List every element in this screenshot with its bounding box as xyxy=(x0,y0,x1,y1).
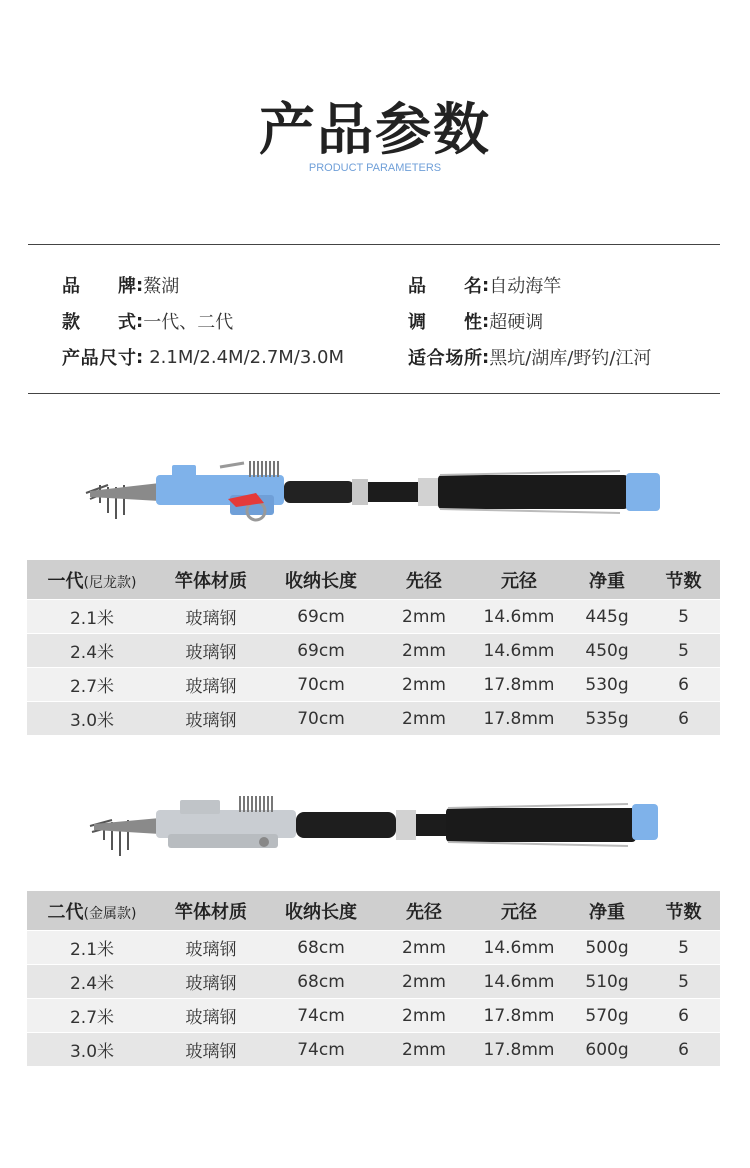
header-cell: 收纳长度 xyxy=(265,560,377,600)
spec-action: 调性 : 超硬调 xyxy=(408,308,543,334)
header-cell: 先径 xyxy=(377,891,471,931)
table-cell: 535g xyxy=(567,702,647,736)
header-cell: 节数 xyxy=(647,891,720,931)
table-cell: 2mm xyxy=(377,600,471,634)
table-cell: 玻璃钢 xyxy=(157,999,265,1033)
spec-table-gen1 xyxy=(27,560,720,735)
table-cell: 500g xyxy=(567,931,647,965)
table-cell: 玻璃钢 xyxy=(157,965,265,999)
header-cell: 元径 xyxy=(471,891,567,931)
table-cell: 玻璃钢 xyxy=(157,1033,265,1067)
header-cell: 先径 xyxy=(377,560,471,600)
table-cell: 69cm xyxy=(265,634,377,668)
table-cell: 5 xyxy=(647,931,720,965)
table-row xyxy=(27,965,720,999)
header-cell: 一代(尼龙款) xyxy=(27,560,157,600)
rod-image-gen2 xyxy=(80,790,670,870)
header-cell: 节数 xyxy=(647,560,720,600)
table-cell: 70cm xyxy=(265,702,377,736)
spec-value: 超硬调 xyxy=(489,312,544,333)
table-cell: 2.1米 xyxy=(27,600,157,634)
table-cell: 2mm xyxy=(377,999,471,1033)
table-cell: 玻璃钢 xyxy=(157,931,265,965)
table-cell: 14.6mm xyxy=(471,634,567,668)
divider-top xyxy=(28,244,720,245)
table-cell: 2.7米 xyxy=(27,999,157,1033)
table-cell: 2.4米 xyxy=(27,965,157,999)
spec-table-gen2 xyxy=(27,891,720,1066)
table-row xyxy=(27,931,720,965)
table-row xyxy=(27,1033,720,1067)
table-cell: 玻璃钢 xyxy=(157,702,265,736)
table-cell: 5 xyxy=(647,965,720,999)
spec-venue: 适合场所 : 黑坑/湖库/野钓/江河 xyxy=(408,344,651,370)
table-row xyxy=(27,634,720,668)
spec-label: 调性 xyxy=(408,312,482,333)
table-cell: 14.6mm xyxy=(471,931,567,965)
divider-bottom xyxy=(28,393,720,394)
table-cell: 74cm xyxy=(265,1033,377,1067)
table-row xyxy=(27,702,720,736)
table-cell: 68cm xyxy=(265,965,377,999)
table-cell: 2.4米 xyxy=(27,634,157,668)
table-cell: 74cm xyxy=(265,999,377,1033)
spec-value: 鰲湖 xyxy=(143,276,180,297)
spec-label: 品名 xyxy=(408,276,482,297)
spec-value: 自动海竿 xyxy=(489,276,562,297)
table-cell: 14.6mm xyxy=(471,600,567,634)
table-cell: 510g xyxy=(567,965,647,999)
table-cell: 玻璃钢 xyxy=(157,668,265,702)
header-cell: 二代(金属款) xyxy=(27,891,157,931)
spec-name: 品名 : 自动海竿 xyxy=(408,272,561,298)
table-cell: 2mm xyxy=(377,965,471,999)
spec-value: 一代、二代 xyxy=(143,312,234,333)
header-cell: 净重 xyxy=(567,891,647,931)
table-cell: 570g xyxy=(567,999,647,1033)
table-cell: 600g xyxy=(567,1033,647,1067)
table-cell: 2.7米 xyxy=(27,668,157,702)
table-cell: 6 xyxy=(647,668,720,702)
table-cell: 17.8mm xyxy=(471,1033,567,1067)
table-cell: 17.8mm xyxy=(471,999,567,1033)
spec-value: 2.1M/2.4M/2.7M/3.0M xyxy=(149,346,345,368)
header-cell: 竿体材质 xyxy=(157,560,265,600)
table-cell: 6 xyxy=(647,702,720,736)
spec-label: 适合场所 xyxy=(408,348,482,369)
table-cell: 450g xyxy=(567,634,647,668)
spec-label: 品牌 xyxy=(62,276,136,297)
spec-label: 款式 xyxy=(62,312,136,333)
table-cell: 玻璃钢 xyxy=(157,634,265,668)
table-cell: 445g xyxy=(567,600,647,634)
table-row xyxy=(27,600,720,634)
header-cell: 收纳长度 xyxy=(265,891,377,931)
rod-image-gen1 xyxy=(80,455,670,535)
header-cell: 净重 xyxy=(567,560,647,600)
table-cell: 2mm xyxy=(377,668,471,702)
table-cell: 17.8mm xyxy=(471,668,567,702)
table-header-row xyxy=(27,891,720,931)
table-cell: 530g xyxy=(567,668,647,702)
spec-style: 款式 : 一代、二代 xyxy=(62,308,233,334)
table-cell: 14.6mm xyxy=(471,965,567,999)
table-cell: 6 xyxy=(647,999,720,1033)
spec-size: 产品尺寸 : 2.1M/2.4M/2.7M/3.0M xyxy=(62,344,344,370)
header-cell: 竿体材质 xyxy=(157,891,265,931)
table-row xyxy=(27,999,720,1033)
table-cell: 3.0米 xyxy=(27,1033,157,1067)
table-cell: 6 xyxy=(647,1033,720,1067)
table-cell: 2.1米 xyxy=(27,931,157,965)
header-cell: 元径 xyxy=(471,560,567,600)
table-cell: 玻璃钢 xyxy=(157,600,265,634)
table-cell: 2mm xyxy=(377,1033,471,1067)
table-cell: 17.8mm xyxy=(471,702,567,736)
table-cell: 3.0米 xyxy=(27,702,157,736)
spec-value: 黑坑/湖库/野钓/江河 xyxy=(489,348,652,369)
page-subtitle: PRODUCT PARAMETERS xyxy=(308,162,442,174)
spec-brand: 品牌 : 鰲湖 xyxy=(62,272,179,298)
table-row xyxy=(27,668,720,702)
table-cell: 5 xyxy=(647,634,720,668)
table-cell: 69cm xyxy=(265,600,377,634)
table-cell: 2mm xyxy=(377,634,471,668)
spec-label: 产品尺寸 xyxy=(62,348,136,369)
page-title: 产品参数 xyxy=(259,98,491,163)
table-cell: 2mm xyxy=(377,702,471,736)
table-cell: 70cm xyxy=(265,668,377,702)
table-header-row xyxy=(27,560,720,600)
table-cell: 5 xyxy=(647,600,720,634)
table-cell: 68cm xyxy=(265,931,377,965)
table-cell: 2mm xyxy=(377,931,471,965)
